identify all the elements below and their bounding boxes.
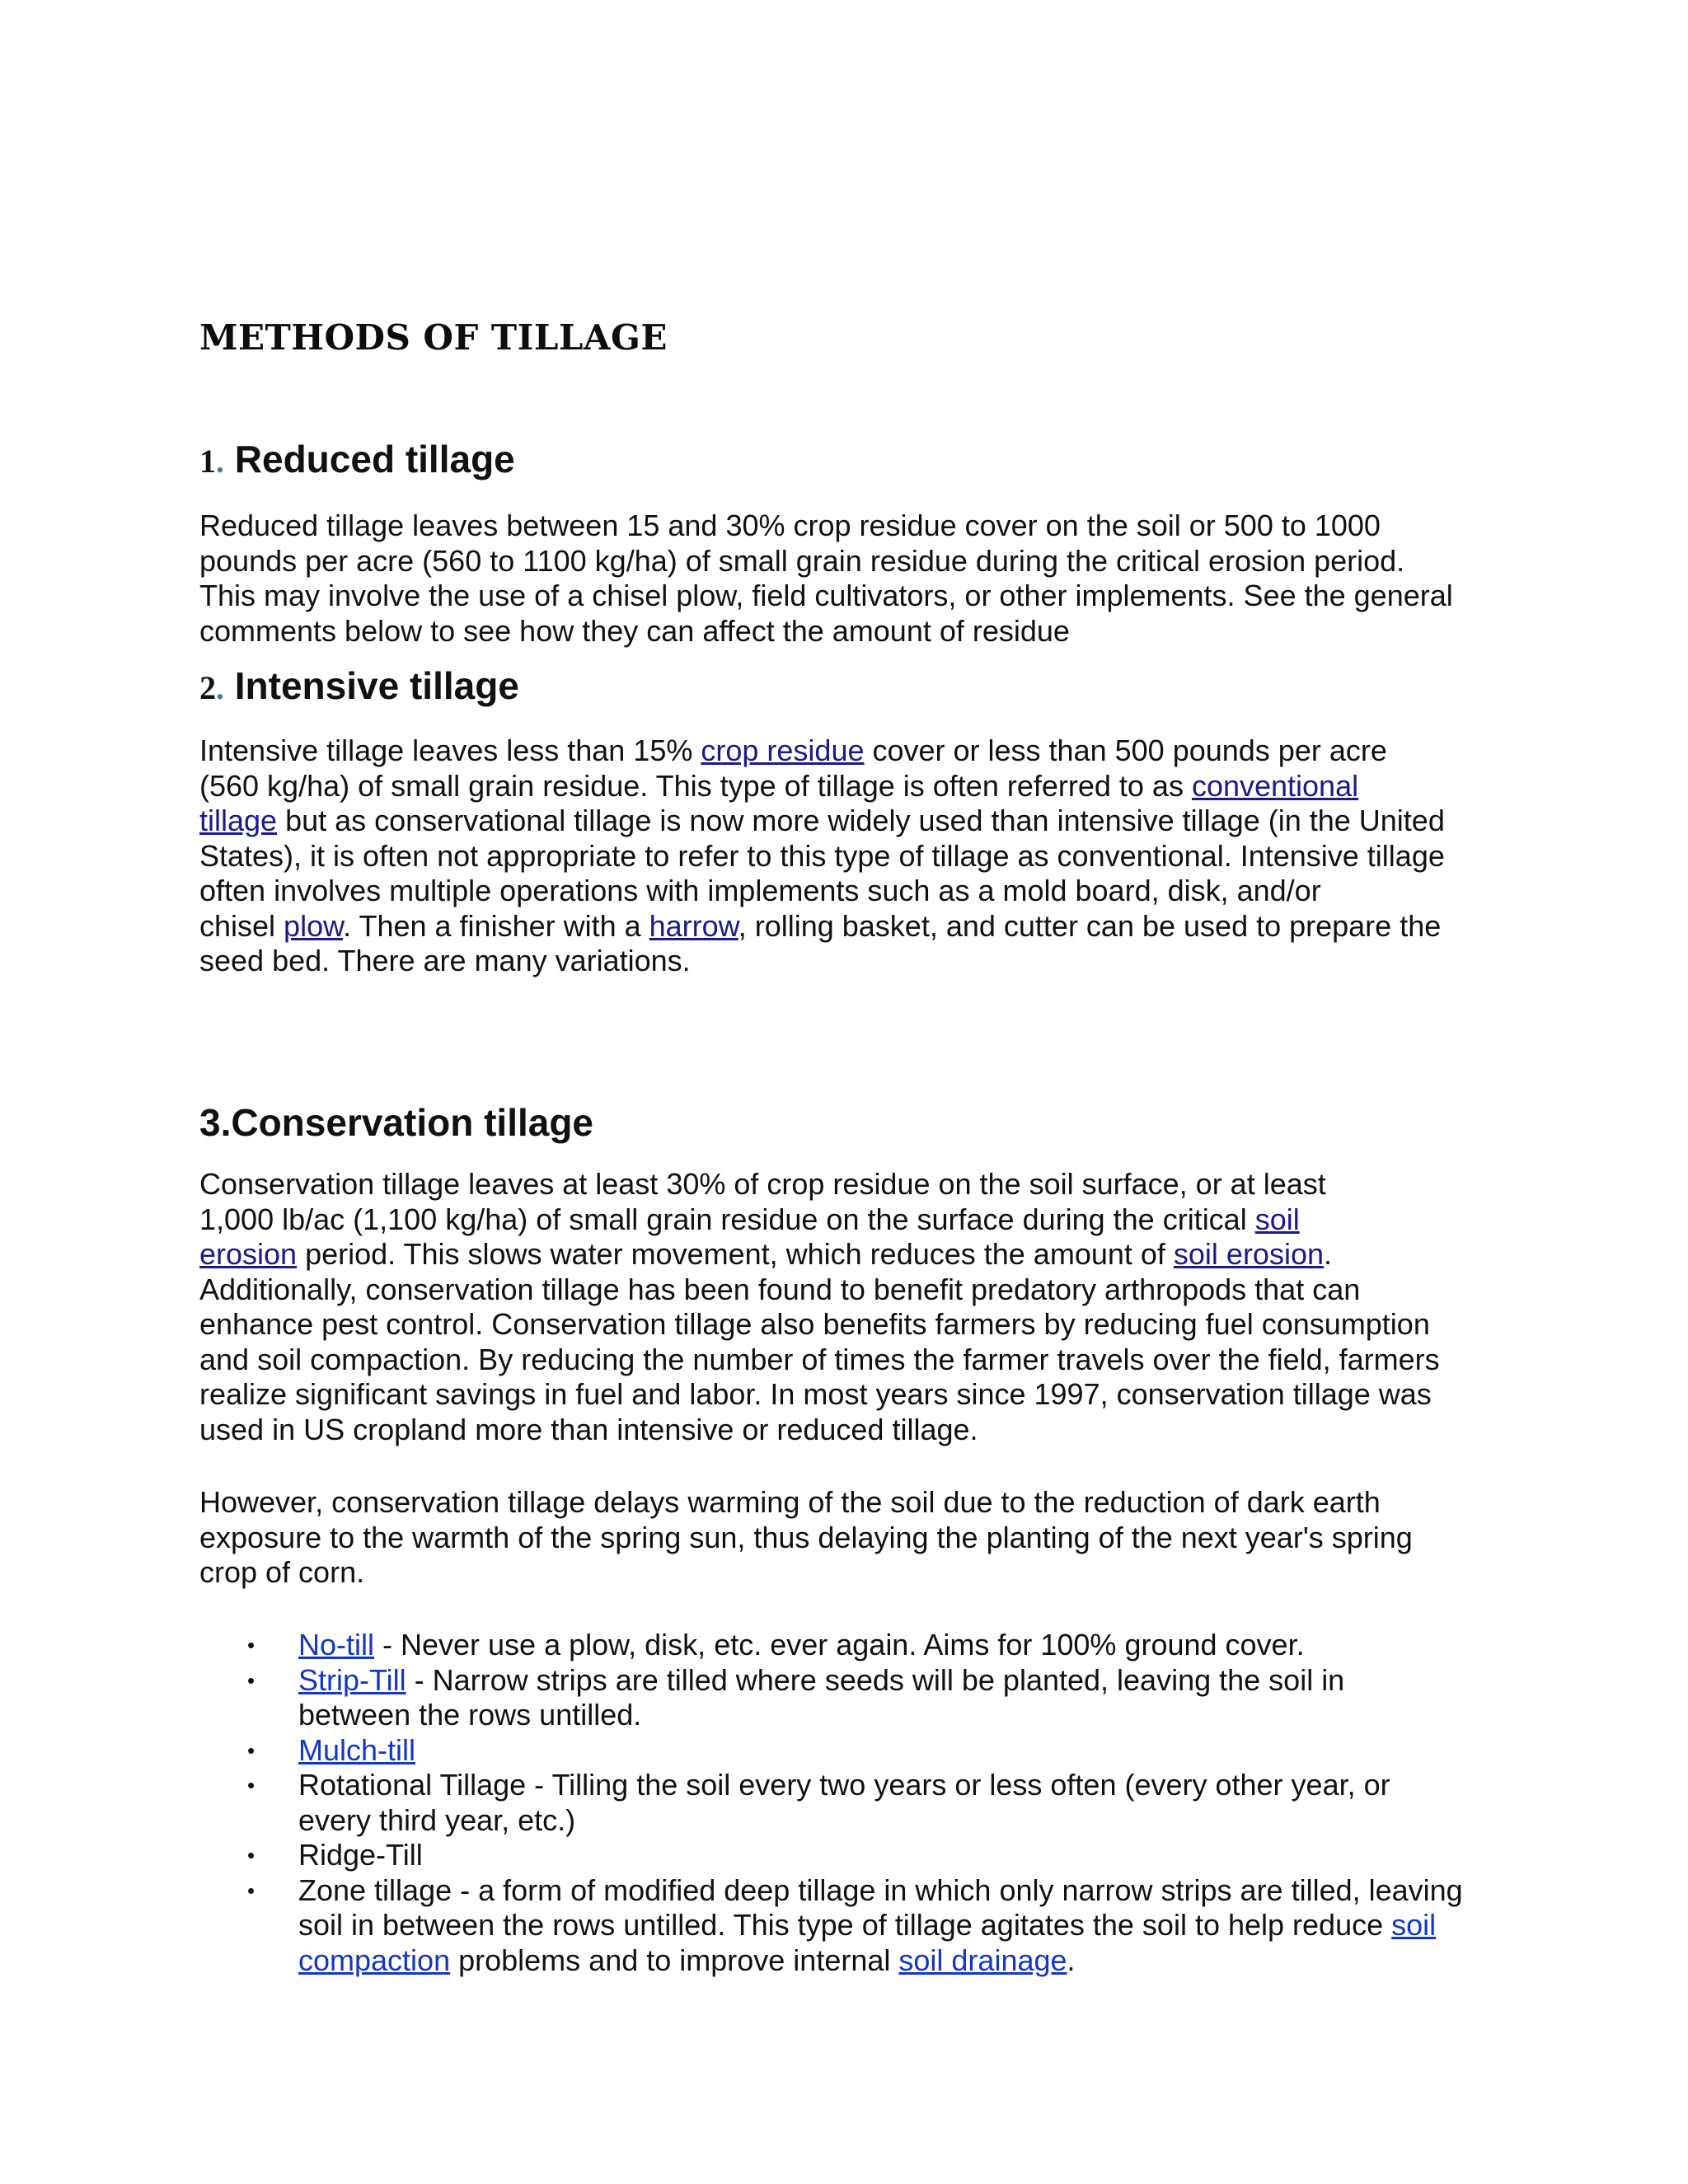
document-title: METHODS OF TILLAGE — [199, 317, 668, 358]
paragraph-line: crop of corn. — [199, 1555, 365, 1589]
section-title: Intensive tillage — [234, 664, 519, 707]
list-item — [199, 1838, 1502, 1873]
paragraph-line: pounds per acre (560 to 1100 kg/ha) of small grain residue during the critical erosion period. — [199, 543, 1405, 578]
paragraph-line: enhance pest control. Conservation tillage also benefits farmers by reducing fuel consumption — [199, 1307, 1430, 1341]
paragraph-line: used in US cropland more than intensive or reduced tillage. — [199, 1412, 978, 1446]
paragraph-line: Reduced tillage leaves between 15 and 30% crop residue cover on the soil or 500 to 1000 — [199, 509, 1381, 542]
paragraph-line: However, conservation tillage delays warming of the soil due to the reduction of dark earth — [199, 1485, 1381, 1519]
text: . Then a finisher with a — [343, 908, 649, 943]
section-2-paragraph — [199, 733, 1502, 979]
section-number: 1 — [199, 443, 216, 480]
text: but as conservational tillage is now more widely used than intensive tillage (in the United — [277, 804, 1445, 837]
text: soil in between the rows untilled. This type of tillage agitates the soil to help reduce — [298, 1908, 1392, 1942]
no-till-link[interactable]: No-till — [298, 1628, 375, 1661]
text: . — [1324, 1237, 1333, 1271]
section-2-heading — [199, 663, 1502, 708]
text: every third year, etc.) — [298, 1802, 576, 1837]
text: , rolling basket, and cutter can be used to prepare the — [738, 908, 1442, 943]
text: chisel — [199, 908, 284, 943]
list-item — [199, 1733, 1502, 1769]
crop-residue-link[interactable]: crop residue — [701, 733, 865, 767]
soil-compaction-link[interactable]: compaction — [298, 1943, 451, 1977]
text: - Never use a plow, disk, etc. ever again. Aims for 100% ground cover. — [374, 1628, 1305, 1661]
paragraph-line: Conservation tillage leaves at least 30% of crop residue on the soil surface, or at least — [199, 1167, 1326, 1201]
bullet: • — [247, 1667, 256, 1693]
paragraph-line — [199, 733, 1502, 769]
bullet: • — [247, 1877, 256, 1903]
section-3-heading: 3.Conservation tillage — [199, 1101, 594, 1144]
soil-compaction-link[interactable]: soil — [1391, 1908, 1437, 1942]
text: Ridge-Till — [298, 1838, 423, 1872]
text: Intensive tillage leaves less than 15% — [199, 733, 701, 767]
text: - Narrow strips are tilled where seeds will be planted, leaving the soil in — [406, 1662, 1345, 1697]
text: 1,000 lb/ac (1,100 kg/ha) of small grain residue on the surface during the critical — [199, 1202, 1255, 1236]
section-number-dot: . — [216, 443, 224, 480]
paragraph-line: exposure to the warmth of the spring sun, thus delaying the planting of the next year's spring — [199, 1520, 1413, 1554]
text: problems and to improve internal — [450, 1943, 899, 1977]
list-item — [199, 1768, 1502, 1838]
soil-drainage-link[interactable]: soil drainage — [898, 1943, 1067, 1977]
bullet: • — [247, 1737, 256, 1763]
text: . — [1067, 1943, 1076, 1977]
text: (560 kg/ha) of small grain residue. This type of tillage is often referred to as — [199, 768, 1192, 803]
paragraph-line — [199, 1202, 1502, 1238]
section-1-paragraph — [199, 509, 1502, 649]
text: Zone tillage - a form of modified deep tillage in which only narrow strips are tilled, leaving — [298, 1872, 1463, 1907]
conventional-tillage-link[interactable]: conventional — [1191, 768, 1359, 803]
plow-link[interactable]: plow — [284, 908, 344, 943]
soil-erosion-link[interactable]: soil — [1254, 1202, 1300, 1236]
paragraph-line: realize significant savings in fuel and labor. In most years since 1997, conservation tillage was — [199, 1377, 1432, 1411]
bullet: • — [247, 1633, 256, 1657]
list-item — [199, 1873, 1502, 1979]
text: between the rows untilled. — [298, 1698, 642, 1732]
section-number: 2 — [199, 669, 216, 706]
harrow-link[interactable]: harrow — [649, 908, 738, 943]
paragraph-line: States), it is often not appropriate to refer to this type of tillage as conventional. Intensive tillage — [199, 838, 1445, 873]
soil-erosion-link-2[interactable]: soil erosion — [1173, 1237, 1324, 1271]
paragraph-line — [199, 804, 1502, 839]
section-1-heading — [199, 437, 1502, 481]
text: period. This slows water movement, which reduces the amount of — [297, 1237, 1174, 1271]
conventional-tillage-link[interactable]: tillage — [199, 804, 278, 837]
paragraph-line — [199, 769, 1502, 804]
section-3-paragraph-2 — [199, 1485, 1502, 1591]
tillage-types-list — [199, 1628, 1502, 1978]
section-number-dot: . — [216, 669, 224, 706]
bullet: • — [247, 1773, 256, 1797]
soil-erosion-link[interactable]: erosion — [199, 1237, 298, 1271]
section-title: Reduced tillage — [234, 438, 515, 480]
list-item — [199, 1628, 1502, 1663]
text: Rotational Tillage - Tilling the soil every two years or less often (every other year, or — [298, 1768, 1390, 1802]
paragraph-line: seed bed. There are many variations. — [199, 944, 691, 977]
paragraph-line: Additionally, conservation tillage has been found to benefit predatory arthropods that can — [199, 1272, 1361, 1306]
text: cover or less than 500 pounds per acre — [864, 733, 1387, 767]
paragraph-line — [199, 1237, 1502, 1272]
section-3-paragraph — [199, 1167, 1502, 1447]
strip-till-link[interactable]: Strip-Till — [298, 1662, 406, 1697]
paragraph-line: comments below to see how they can affect the amount of residue — [199, 613, 1070, 648]
paragraph-line: often involves multiple operations with implements such as a mold board, disk, and/or — [199, 874, 1321, 907]
paragraph-line: and soil compaction. By reducing the number of times the farmer travels over the field, farmers — [199, 1342, 1440, 1376]
mulch-till-link[interactable]: Mulch-till — [298, 1732, 416, 1767]
bullet: • — [247, 1843, 256, 1868]
list-item — [199, 1663, 1502, 1733]
paragraph-line — [199, 909, 1502, 944]
paragraph-line: This may involve the use of a chisel plow, field cultivators, or other implements. See the general — [199, 579, 1453, 612]
